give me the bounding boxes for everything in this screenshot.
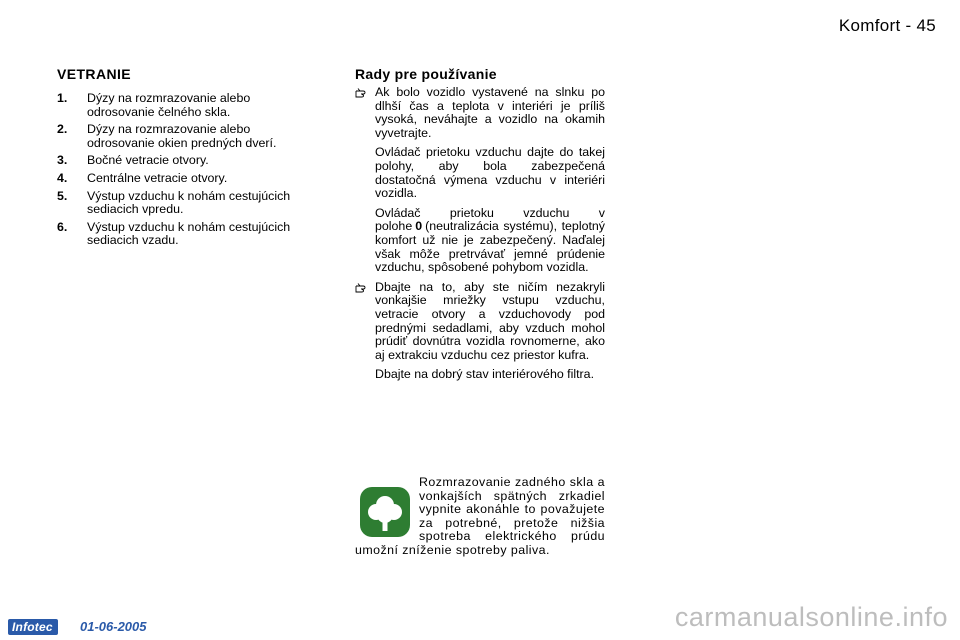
- tip-paragraph: [375, 207, 605, 275]
- infotec-badge: Infotec: [8, 619, 58, 635]
- item-number: 4.: [57, 170, 68, 185]
- item-text: Dýzy na rozmrazovanie alebo odrosovanie okien predných dverí.: [87, 122, 277, 150]
- eco-note: [355, 476, 605, 558]
- item-number: 2.: [57, 122, 68, 137]
- position-zero: 0: [415, 219, 423, 234]
- item-text: Výstup vzduchu k nohám cestujúcich sediacich vzadu.: [87, 219, 291, 248]
- item-text: Centrálne vetracie otvory.: [87, 170, 228, 185]
- watermark: carmanualsonline.info: [674, 602, 948, 632]
- pointing-hand-icon: [355, 282, 368, 294]
- item-number: 5.: [57, 188, 68, 203]
- item-text: Dýzy na rozmrazovanie alebo odrosovanie čelného skla.: [87, 91, 251, 119]
- tip-text: (neutralizácia systému), teplotný komfort už nie je zabezpečený. Naďalej však môže pretrvávať jemné prúdenie vzduchu, spôsobené pohybom vozidla.: [375, 219, 605, 275]
- list-item: [57, 190, 302, 217]
- tip-item: [355, 281, 605, 382]
- tip-item: [355, 86, 605, 275]
- tips-section: [355, 86, 605, 388]
- eco-note-text: Rozmrazovanie zadného skla a vonkajších spätných zrkadiel vypnite akonáhle to považujete za potrebné, pretože nižšia spotreba elektrického prúdu umožní zníženie spotreby paliva.: [355, 475, 605, 557]
- pointing-hand-icon: [355, 87, 368, 99]
- tip-paragraph: Dbajte na to, aby ste ničím nezakryli vonkajšie mriežky vstupu vzduchu, vetracie otvory a vzduchovody pod prednými sedadlami, aby vzduch mohol prúdiť dovnútra vozidla rovnomerne, ako aj extrakciu vzduchu cez priestor kufra.: [375, 279, 605, 362]
- list-item: [57, 123, 302, 150]
- list-item: [57, 172, 302, 186]
- tip-text: Ovládač prietoku vzduchu v polohe: [375, 205, 605, 234]
- footer-date: 01-06-2005: [80, 619, 147, 634]
- item-text: Výstup vzduchu k nohám cestujúcich sediacich vpredu.: [87, 188, 291, 217]
- list-item: [57, 92, 302, 119]
- item-text: Bočné vetracie otvory.: [87, 153, 209, 168]
- item-number: 6.: [57, 219, 68, 234]
- tip-paragraph: Ovládač prietoku vzduchu dajte do takej polohy, aby bola zabezpečená dostatočná výmena vzduchu v interiéri vozidla.: [375, 145, 605, 201]
- list-item: [57, 154, 302, 168]
- list-item: [57, 221, 302, 248]
- tree-icon: [359, 486, 411, 538]
- item-number: 3.: [57, 153, 68, 168]
- item-number: 1.: [57, 91, 68, 105]
- ventilation-title: VETRANIE: [57, 66, 131, 82]
- ventilation-list: [57, 92, 302, 252]
- tip-paragraph: Ak bolo vozidlo vystavené na slnku po dlhší čas a teplota v interiéri je príliš vysoká, neváhajte a vozidlo na okamih vyvetrajte.: [375, 85, 605, 140]
- page-title: Komfort - 45: [838, 16, 936, 35]
- tips-title: Rady pre používanie: [355, 66, 497, 82]
- tip-paragraph: Dbajte na dobrý stav interiérového filtra.: [375, 367, 595, 382]
